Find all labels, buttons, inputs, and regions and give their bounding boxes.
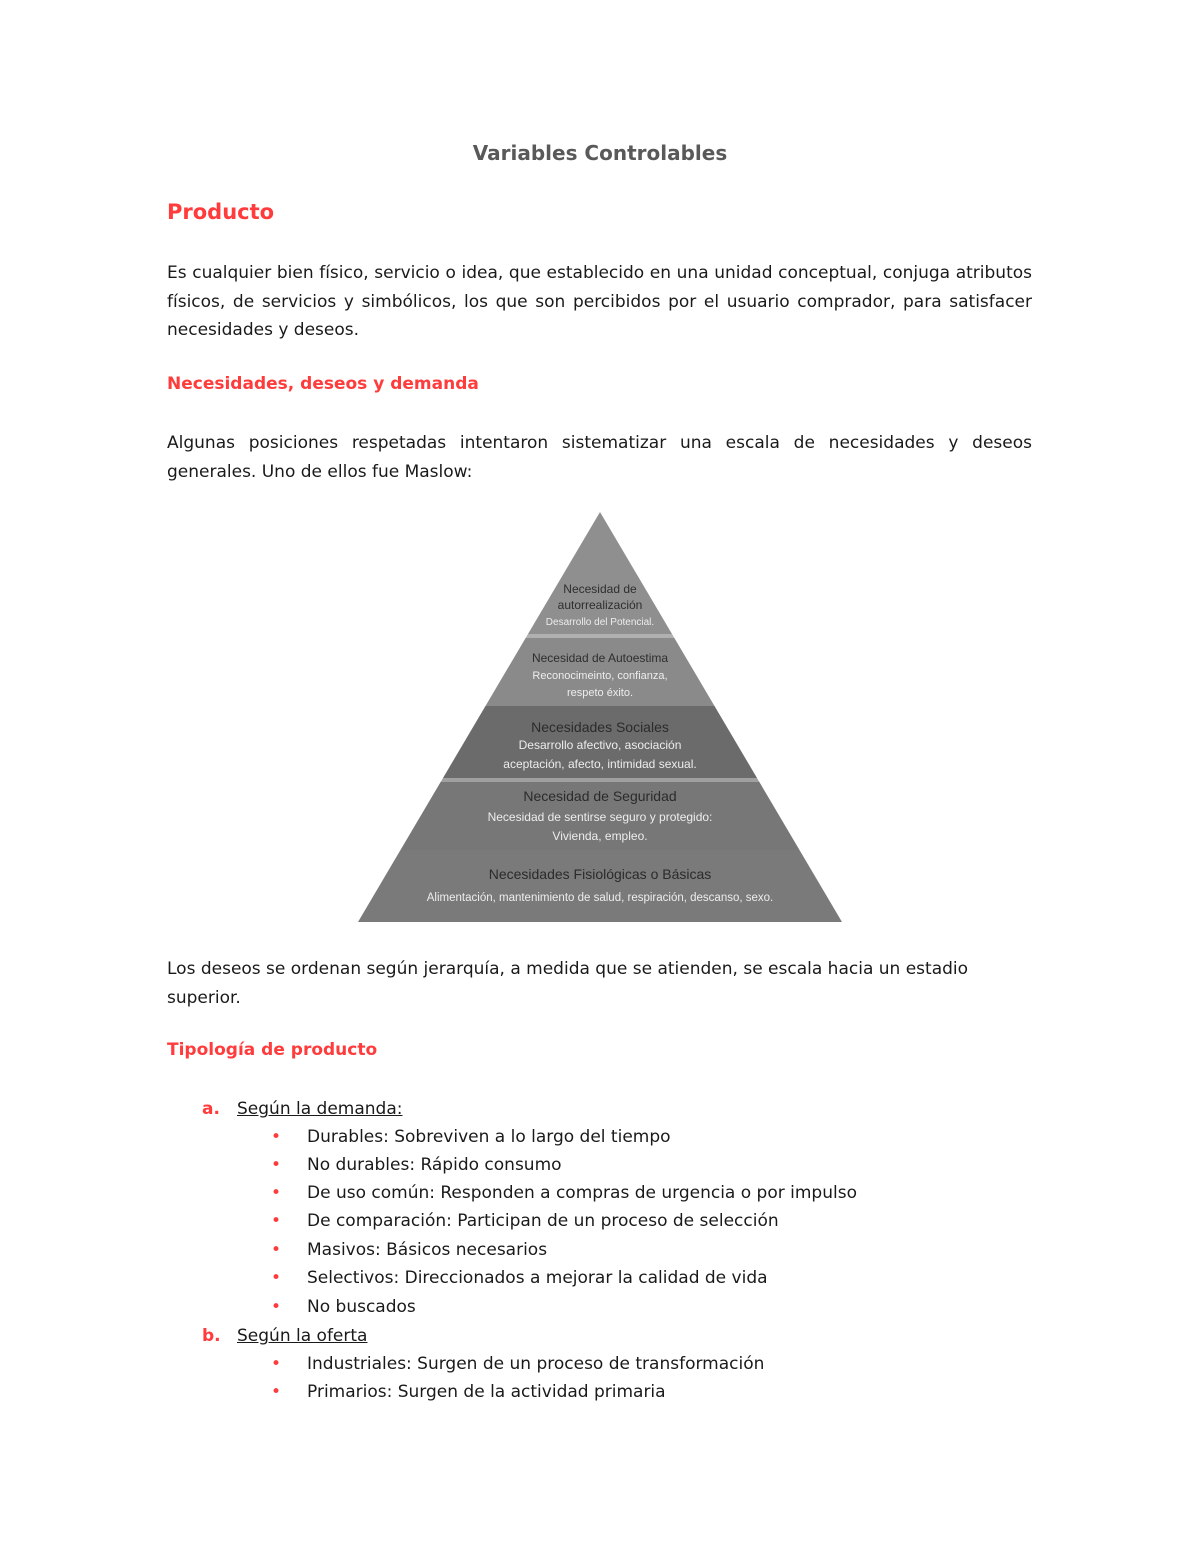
heading-needs: Necesidades, deseos y demanda bbox=[167, 374, 479, 394]
bullet-icon: • bbox=[271, 1155, 282, 1175]
level4-desc-2: respeto éxito. bbox=[566, 687, 634, 699]
pyramid-divider bbox=[358, 778, 842, 782]
bullet-icon: • bbox=[271, 1240, 282, 1260]
level2-title: Necesidad de Seguridad bbox=[523, 788, 677, 804]
bullet-icon: • bbox=[271, 1297, 282, 1317]
bullet-icon: • bbox=[271, 1183, 282, 1203]
page-title: Variables Controlables bbox=[472, 141, 728, 165]
product-paragraph: Es cualquier bien físico, servicio o idea, que establecido en una unidad conceptual, conjuga atributos físicos, de servicios y simbólicos, los que son percibidos por el usuario comprador, para satisfacer necesidades y deseos. bbox=[167, 263, 1032, 340]
bullet-icon: • bbox=[271, 1382, 282, 1402]
pyramid-level-1 bbox=[358, 850, 842, 922]
bullet-icon: • bbox=[271, 1211, 282, 1231]
level2-desc-1: Necesidad de sentirse seguro y protegido: bbox=[487, 810, 713, 824]
level5-title-1: Necesidad de bbox=[563, 582, 637, 596]
list-b-marker: b. bbox=[202, 1326, 221, 1346]
heading-product: Producto bbox=[167, 200, 275, 224]
bullet-icon: • bbox=[271, 1354, 282, 1374]
level1-desc: Alimentación, mantenimiento de salud, respiración, descanso, sexo. bbox=[426, 892, 774, 904]
list-a-marker: a. bbox=[202, 1099, 220, 1119]
document-page: Variables Controlables Producto Es cualquier bien físico, servicio o idea, que establecido en una unidad conceptual, conjuga atributos físicos, de servicios y simbólicos, los que son percibidos por el usuario comprador, para satisfacer necesidades y deseos. Necesidades, deseos y demanda Algunas posiciones respetadas intentaron sistematizar una escala de necesidades y deseos generales. Uno de ellos fue Maslow: Necesidad de autorrealización Desarrollo del Potencial. Necesidad de Autoestima Reconocimeinto, confianza, respeto éxito. Necesidades Sociales Desarrollo afectivo, asociación aceptación, afecto, intimidad sexual. Necesidad de Seguridad Necesidad de sentirse seguro y protegido: Vivienda, empleo. Necesidades Fisiológicas o Básicas Alimentación, mantenimiento de salud, respiración, descanso, sexo. Los deseos se ordenan según jerarquía, a medida que se atienden, se escala hacia un estadio superior. Tipología de producto a. Según la demanda: • Durables: Sobreviven a lo largo del tiempo • No durables: Rápido consumo • De uso común: Responden a compras de urgencia o por impulso • De comparación: Participan de un proceso de selección • Masivos: Básicos necesarios • Selectivos: Direccionados a mejorar la calidad de vida • No buscados b. Según la oferta • Industriales: Surgen de un proceso de transformación • Primarios: Surgen de la actividad primaria bbox=[0, 0, 1200, 1553]
level3-desc-1: Desarrollo afectivo, asociación bbox=[518, 738, 682, 752]
list-b-label: Según la oferta bbox=[237, 1326, 368, 1346]
level4-title: Necesidad de Autoestima bbox=[531, 651, 669, 665]
level5-title-2: autorrealización bbox=[557, 598, 643, 612]
level4-desc-1: Reconocimeinto, confianza, bbox=[532, 670, 668, 682]
level5-desc: Desarrollo del Potencial. bbox=[545, 617, 655, 628]
bullet-icon: • bbox=[271, 1127, 282, 1147]
level2-desc-2: Vivienda, empleo. bbox=[552, 829, 648, 843]
list-a-label: Según la demanda: bbox=[237, 1099, 403, 1119]
pyramid-divider bbox=[358, 634, 842, 638]
needs-paragraph: Algunas posiciones respetadas intentaron sistematizar una escala de necesidades y deseos generales. Uno de ellos fue Maslow: bbox=[167, 433, 1032, 482]
level1-title: Necesidades Fisiológicas o Básicas bbox=[488, 866, 712, 882]
level3-title: Necesidades Sociales bbox=[531, 719, 669, 735]
bullet-icon: • bbox=[271, 1268, 282, 1288]
maslow-pyramid bbox=[358, 512, 842, 924]
pyramid-level-5 bbox=[358, 512, 842, 634]
heading-typology: Tipología de producto bbox=[167, 1040, 378, 1060]
desires-paragraph: Los deseos se ordenan según jerarquía, a medida que se atienden, se escala hacia un estadio superior. bbox=[167, 959, 969, 1008]
level3-desc-2: aceptación, afecto, intimidad sexual. bbox=[503, 757, 697, 771]
